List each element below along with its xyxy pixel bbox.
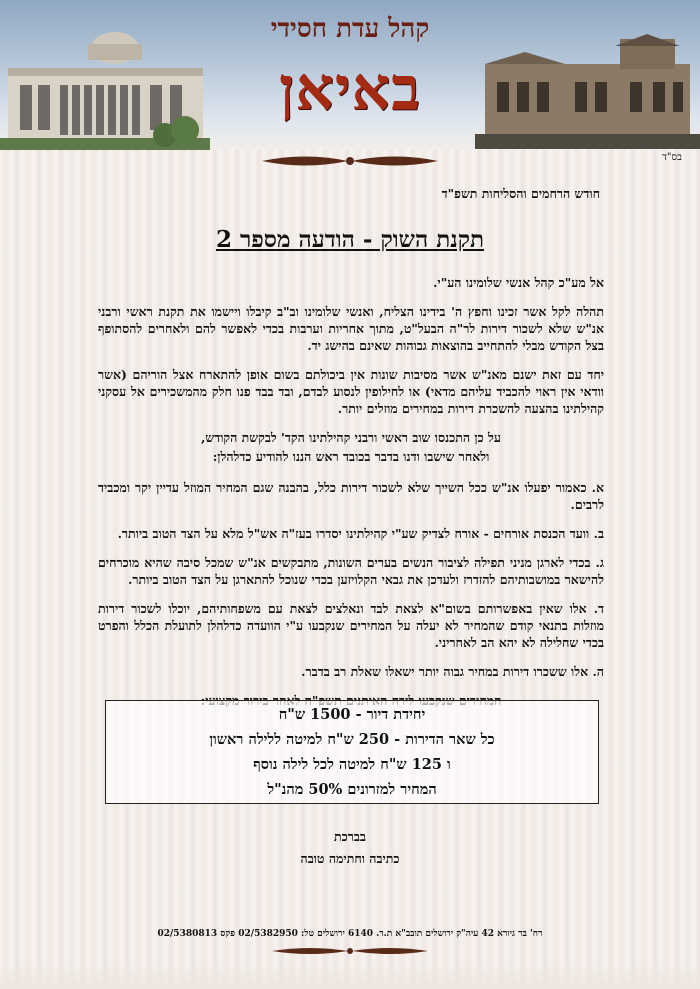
resolution-line-1: על כן התכנסו שוב ראשי ורבני קהילתינו הקד' לבקשת הקודש, xyxy=(201,430,501,445)
greeting: אל מע"כ קהל אנשי שלומינו הע"י. xyxy=(433,275,604,290)
closing-line-2: כתיבה וחתימה טובה xyxy=(300,851,400,866)
announcement-title: תקנת השוק - הודעה מספר 2 xyxy=(215,226,485,253)
price-line: יחידת דיור - 1500 ש"ח xyxy=(278,706,426,723)
kehilla-label: קהל עדת חסידי xyxy=(270,14,430,44)
footer-address: רח' בר גיורא 42 עיה"ק ירושלים תובב"א ת.ד. 6140 ירושלים טל: 02/5382950 פקס 02/5380813 xyxy=(157,929,543,939)
price-line: ו 125 ש"ח למיטה לכל לילה נוסף xyxy=(253,756,451,773)
announcement-body xyxy=(98,274,604,711)
letterhead-banner xyxy=(0,0,700,150)
price-line: המחיר למזרונים 50% מהנ"ל xyxy=(267,781,437,798)
community-name: באיאן xyxy=(279,54,421,124)
resolution-line-2: ולאחר שישבו ודנו בדבר בכובד ראש הננו להודיע כדלהלן: xyxy=(212,449,490,464)
bottom-band xyxy=(0,963,700,989)
clause-g: ג. בכדי לארגן מניני תפילה לציבור הנשים בערים השונות, מתבקשים אנ"ש שמכל סיבה שהיא מוכרחים להישאר במושבותיהם להזדרז ולעדכן את גבאי הקלויזען בכדי שנוכל להתארגן על הצד הטוב ביותר. xyxy=(98,555,604,587)
clause-b: ב. וועד הכנסת אורחים - אורח לצדיק שע"י קהילתינו יסדרו בעז"ה אש"ל מלא על הצד הטוב ביותר. xyxy=(117,526,604,541)
price-line: כל שאר הדירות - 250 ש"ח למיטה ללילה ראשון xyxy=(209,731,495,748)
clause-d: ד. אלו שאין באפשרותם בשום"א לצאת לבד ונאלצים לצאת עם משפחותיהם, יוכלו לשכור דירות מוזלות בתנאי קודם שהמחיר לא יעלה על המחירים שנקבעו ע"י הוועדה כדלהלן לתועלת הכלל והפרט בכדי שחלילה לא יהא הב לאחריני. xyxy=(98,601,604,650)
date-heading: חודש הרחמים והסליחות תשפ"ד xyxy=(441,186,600,201)
left-building-illustration xyxy=(0,30,210,150)
price-table xyxy=(105,700,599,804)
closing-blessing xyxy=(0,826,700,870)
footer-ornament xyxy=(270,944,430,958)
paragraph-context: יחד עם זאת ישנם מאנ"ש אשר מסיבות שונות אין ביכולתם בשום אופן להתארח אצל הוריהם (אשר וודאי אין ראוי להכביד עליהם מדאי) או לחילופין לנסוע לבדם, ובד בבד פנו חלק מהמשכירים אל עסקני קהילתינו בהצעה להשכרת דירות במחירים מוזלים יותר. xyxy=(98,367,604,416)
paragraph-intro: תהלה לקל אשר זכינו וחפץ ה' בידינו הצליח, ואנשי שלומינו וב"ב קיבלו ויישמו את תקנת ראשי ורבני אנ"ש שלא לשכור דירות לר"ה הבעל"ט, מתוך אחריות וערבות בכדי לאפשר להם ולאחרים להסתופף בצל הקודש מבלי להתחייב בהוצאות גבוהות שאינם בהישג יד. xyxy=(98,304,604,353)
closing-line-1: בברכת xyxy=(334,829,366,844)
bsd-mark: בס"ד xyxy=(662,152,682,163)
clause-a: א. כאמור יפעלו אנ"ש ככל השייך שלא לשכור דירות כלל, בהבנה שגם המחיר המוזל עדיין יקר ומכביד לרבים. xyxy=(98,480,604,512)
ornament-divider xyxy=(260,150,440,172)
right-building-illustration xyxy=(475,34,700,149)
clause-h: ה. אלו ששכרו דירות במחיר גבוה יותר ישאלו שאלת רב בדבר. xyxy=(301,664,604,679)
